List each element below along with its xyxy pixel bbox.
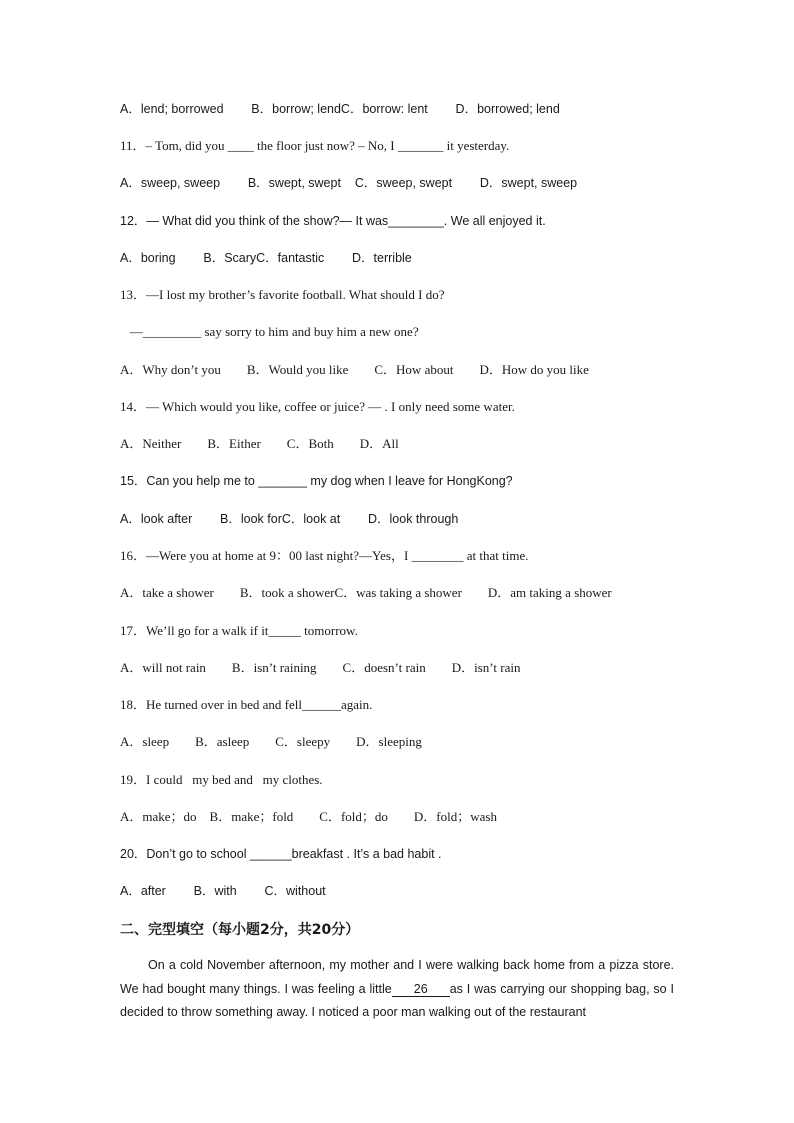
answer-options-line: A．look after B．look forC．look at D．look through [120,512,459,526]
section-heading-cloze: 二、完型填空（每小题2分，共20分） [120,922,360,938]
question-stem-line: 17．We’ll go for a walk if it_____ tomorrow. [120,623,358,638]
question-stem-line: 14．— Which would you like, coffee or juice? — . I only need some water. [120,399,515,414]
answer-options-line: A．after B．with C．without [120,884,326,898]
answer-options-line: A．lend; borrowed B．borrow; lendC．borrow: lent D．borrowed; lend [120,102,560,116]
answer-options-line: A．Neither B．Either C．Both D．All [120,436,399,451]
answer-options-line: A．sweep, sweep B．swept, swept C．sweep, swept D．swept, sweep [120,176,578,190]
question-stem-line: 18．He turned over in bed and fell______again. [120,697,373,712]
answer-options-line: A．will not rain B．isn’t raining C．doesn’t rain D．isn’t rain [120,660,521,675]
question-stem-line: 19．I could my bed and my clothes. [120,772,323,787]
question-stem-line: 20．Don’t go to school ______breakfast . It’s a bad habit . [120,847,442,861]
passage-text-after-blank: as I was carrying our shopping bag, so I decided to throw something away. I noticed a poor man walking out of the restaurant [120,981,674,1019]
answer-options-line: A．take a shower B．took a showerC．was taking a shower D．am taking a shower [120,585,612,600]
question-stem-line: 15．Can you help me to _______ my dog when I leave for HongKong? [120,474,513,488]
answer-options-line: A．make；do B．make；fold C．fold；do D．fold；wash [120,809,497,824]
passage-text-before-blank: On a cold November afternoon, my mother and I were walking back home from a pizza store. We had bought many things. I was feeling a little [120,958,674,996]
answer-options-line: A．boring B．ScaryC．fantastic D．terrible [120,251,412,265]
question-stem-line: 11．– Tom, did you ____ the floor just now? – No, I _______ it yesterday. [120,138,510,153]
blank-26: 26 [392,982,450,997]
question-stem-line: —_________ say sorry to him and buy him a new one? [120,324,419,339]
question-stem-line: 16．—Were you at home at 9：00 last night?—Yes，I ________ at that time. [120,548,529,563]
question-stem-line: 12．— What did you think of the show?— It was________. We all enjoyed it. [120,214,546,228]
answer-options-line: A．Why don’t you B．Would you like C．How about D．How do you like [120,362,589,377]
cloze-passage [120,954,674,1025]
answer-options-line: A．sleep B．asleep C．sleepy D．sleeping [120,734,422,749]
question-stem-line: 13．—I lost my brother’s favorite football. What should I do? [120,287,445,302]
